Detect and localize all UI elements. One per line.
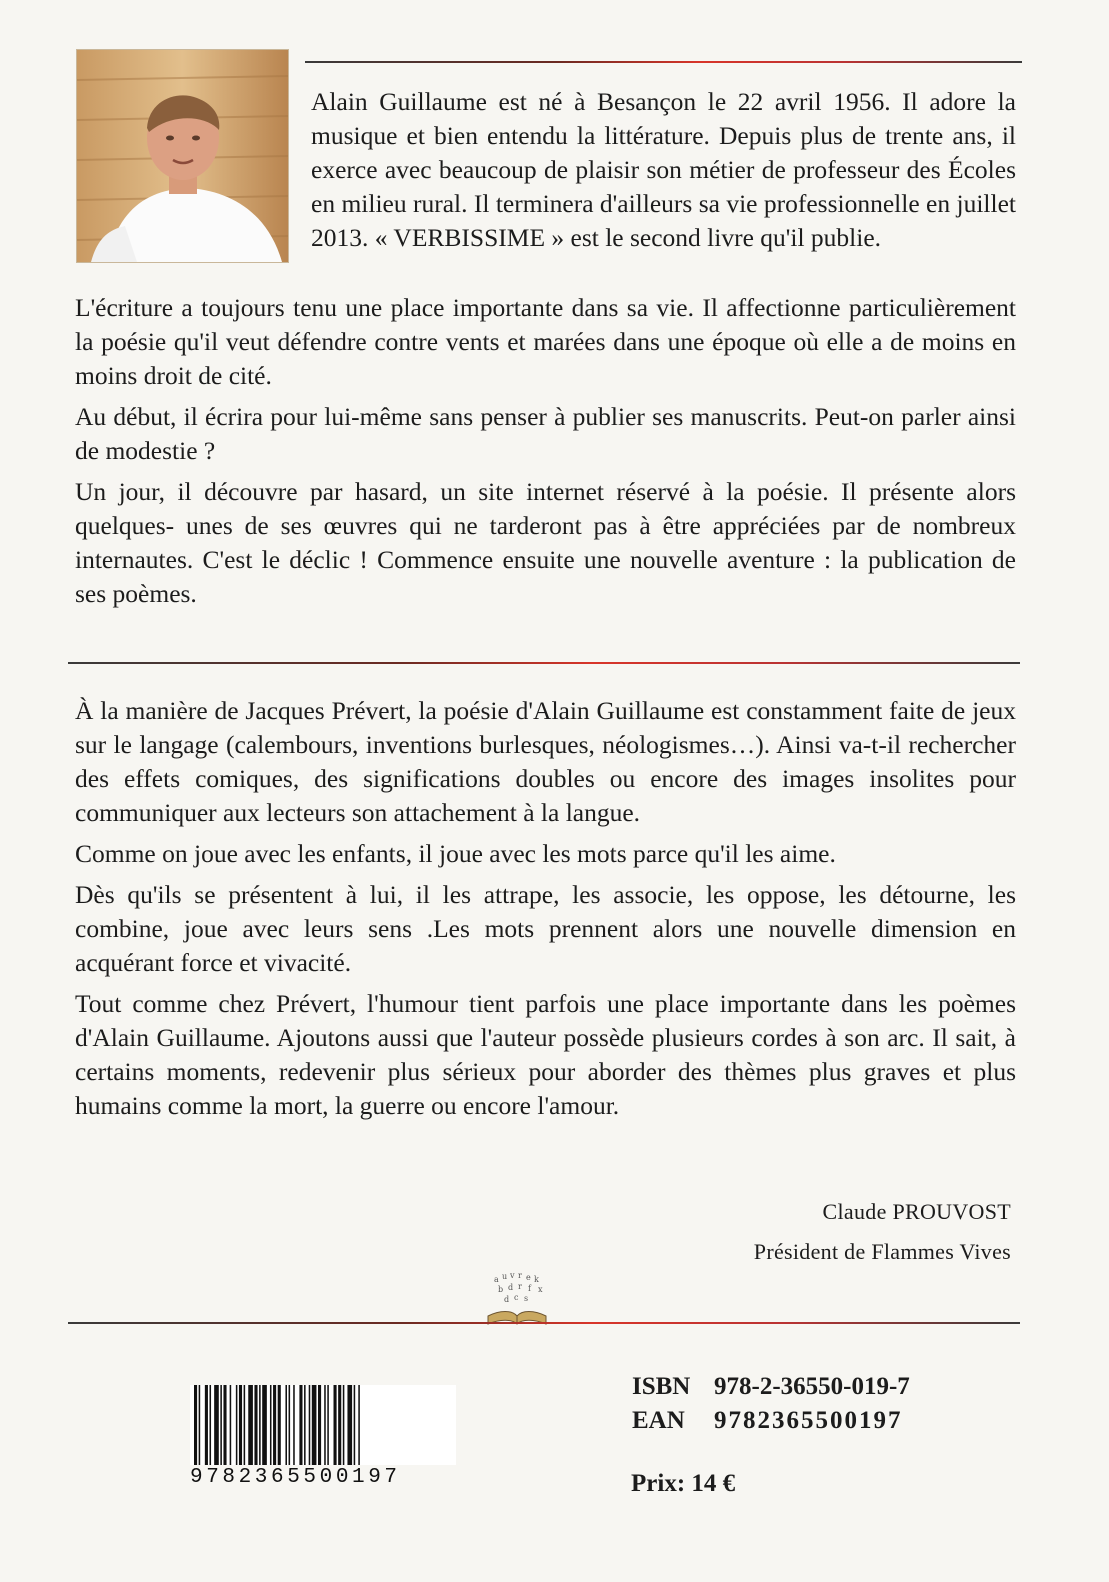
bio-paragraph: Au début, il écrira pour lui-même sans penser à publier ses manuscrits. Peut-on parler ainsi de modestie ? xyxy=(75,402,1016,465)
svg-text:e: e xyxy=(526,1273,531,1282)
ean-line xyxy=(632,1404,910,1438)
svg-text:k: k xyxy=(534,1275,539,1284)
svg-text:x: x xyxy=(538,1285,543,1294)
isbn-label: ISBN xyxy=(632,1373,691,1400)
barcode-bar xyxy=(194,1385,197,1465)
svg-text:u: u xyxy=(502,1272,508,1281)
barcode-bar xyxy=(309,1385,311,1465)
barcode-bar xyxy=(347,1385,352,1465)
barcode-bar xyxy=(244,1385,246,1465)
barcode-bar xyxy=(338,1385,341,1465)
signature-name: Claude PROUVOST xyxy=(822,1199,1011,1224)
middle-divider xyxy=(68,662,1020,664)
barcode-bar xyxy=(199,1385,201,1465)
barcode xyxy=(190,1385,456,1465)
barcode-bar xyxy=(293,1385,295,1465)
barcode-bar xyxy=(285,1385,287,1465)
svg-text:c: c xyxy=(514,1293,519,1302)
barcode-bar xyxy=(299,1385,302,1465)
barcode-bar xyxy=(223,1385,226,1465)
author-bio-body xyxy=(75,291,1016,618)
svg-text:a: a xyxy=(494,1275,499,1284)
svg-text:f: f xyxy=(528,1284,531,1293)
svg-text:r: r xyxy=(518,1271,522,1280)
signature-title: Président de Flammes Vives xyxy=(753,1239,1011,1264)
barcode-bar xyxy=(343,1385,345,1465)
barcode-bar xyxy=(273,1385,276,1465)
barcode-bar xyxy=(220,1385,222,1465)
barcode-bar xyxy=(262,1385,267,1465)
ean-value: 9782365500197 xyxy=(714,1407,903,1434)
isbn-block xyxy=(632,1370,910,1438)
review-paragraph: Tout comme chez Prévert, l'humour tient parfois une place importante dans les poèmes d'Alain Guillaume. Ajoutons aussi que l'auteur possède plusieurs cordes à son arc. Il sait, à certains moments, redevenir plus sérieux pour aborder des thèmes plus graves et plus humains comme la mort, la guerre ou encore l'amour. xyxy=(75,989,1016,1120)
isbn-value: 978-2-36550-019-7 xyxy=(714,1373,910,1400)
barcode-digits: 9782365500197 xyxy=(190,1466,401,1489)
price: Prix: 14 € xyxy=(631,1470,736,1497)
barcode-bar xyxy=(318,1385,321,1465)
barcode-bar xyxy=(205,1385,208,1465)
barcode-bar xyxy=(236,1385,238,1465)
ean-label: EAN xyxy=(632,1407,685,1434)
barcode-bar xyxy=(214,1385,219,1465)
barcode-bar xyxy=(259,1385,261,1465)
svg-text:b: b xyxy=(498,1285,504,1294)
review-paragraph: À la manière de Jacques Prévert, la poésie d'Alain Guillaume est constamment faite de jeux sur le langage (calembours, inventions burlesques, néologismes…). Ainsi va-t-il rechercher des effets comiques, des significations doubles ou encore des images insolites pour communiquer aux lecteurs son attachement à la langue. xyxy=(75,696,1016,827)
bio-paragraph: Un jour, il découvre par hasard, un site internet réservé à la poésie. Il présente alors quelques- unes de ses œuvres qui ne tarderont pas à être appréciées par de nombreux internautes. C'est le déclic ! Commence ensuite une nouvelle aventure : la publication de ses poèmes. xyxy=(75,477,1016,608)
barcode-bar xyxy=(327,1385,329,1465)
barcode-bar xyxy=(230,1385,232,1465)
barcode-bar xyxy=(304,1385,306,1465)
svg-text:s: s xyxy=(524,1294,529,1303)
review-paragraph: Dès qu'ils se présentent à lui, il les attrape, les associe, les oppose, les détourne, les combine, joue avec leurs sens .Les mots prennent alors une nouvelle dimension en acquérant force et vivacité. xyxy=(75,880,1016,977)
svg-text:r: r xyxy=(518,1282,522,1291)
barcode-bar xyxy=(324,1385,326,1465)
author-photo xyxy=(76,49,289,263)
bottom-divider xyxy=(68,1322,1020,1324)
barcode-bar xyxy=(254,1385,257,1465)
barcode-bar xyxy=(270,1385,272,1465)
review-body xyxy=(75,694,1016,1130)
svg-text:v: v xyxy=(510,1271,515,1280)
barcode-bar xyxy=(354,1385,356,1465)
svg-text:d: d xyxy=(504,1295,510,1304)
svg-text:d: d xyxy=(508,1283,514,1292)
barcode-bar xyxy=(312,1385,317,1465)
barcode-bar xyxy=(334,1385,337,1465)
author-bio-intro: Alain Guillaume est né à Besançon le 22 avril 1956. Il adore la musique et bien entendu la littérature. Depuis plus de trente ans, il exerce avec beaucoup de plaisir son métier de professeur des Écoles en milieu rural. Il terminera d'ailleurs sa vie professionnelle en juillet 2013. « VERBISSIME » est le second livre qu'il publie. xyxy=(311,87,1016,252)
review-paragraph: Comme on joue avec les enfants, il joue avec les mots parce qu'il les aime. xyxy=(75,839,836,868)
barcode-bar xyxy=(289,1385,291,1465)
barcode-bar xyxy=(239,1385,242,1465)
barcode-bar xyxy=(358,1385,360,1465)
isbn-line xyxy=(632,1370,910,1404)
bio-paragraph: L'écriture a toujours tenu une place importante dans sa vie. Il affectionne particulièrement la poésie qu'il veut défendre contre vents et marées dans une époque où elle a de moins en moins droit de cité. xyxy=(75,293,1016,390)
top-divider xyxy=(305,61,1022,63)
barcode-bar xyxy=(210,1385,212,1465)
barcode-bar xyxy=(248,1385,253,1465)
barcode-bar xyxy=(278,1385,281,1465)
